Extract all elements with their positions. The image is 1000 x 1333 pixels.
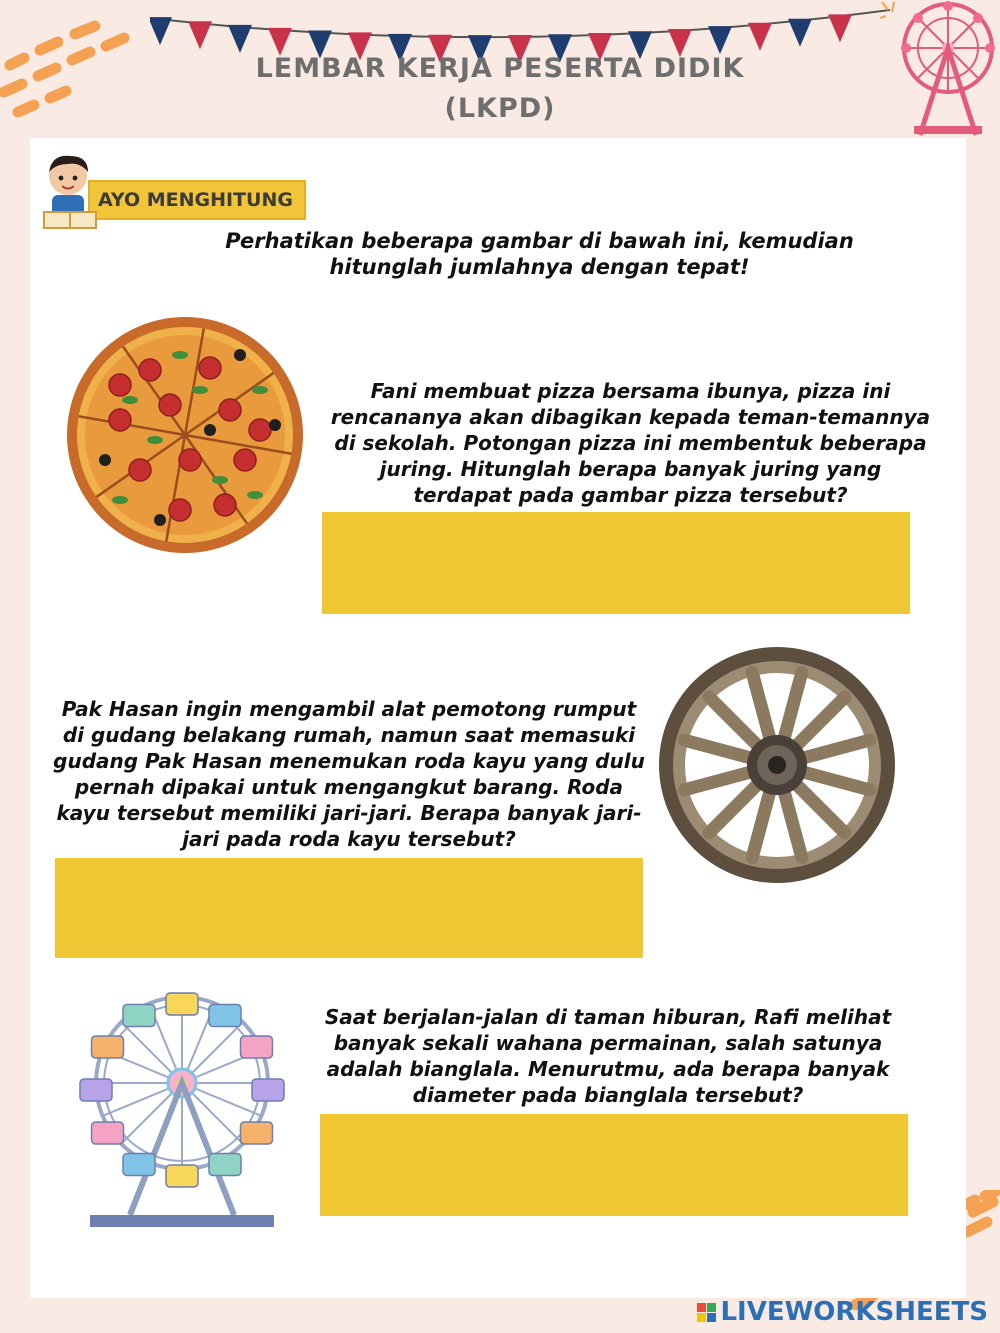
ferris-cabin [123,1005,155,1027]
question-3-answer-input[interactable] [320,1114,908,1216]
page-title-line1: LEMBAR KERJA PESERTA DIDIK [255,53,745,84]
pepperoni [109,374,131,396]
pepperoni [179,449,201,471]
olive [234,349,246,361]
pepperoni [234,449,256,471]
ferris-cabin [240,1036,272,1058]
pepperoni [159,394,181,416]
bunting-flag [188,21,212,49]
basil-leaf [122,396,138,404]
bunting-flag [150,17,172,45]
basil-leaf [147,436,163,444]
pepperoni [199,357,221,379]
pepperoni [139,359,161,381]
wooden-wheel-image [652,640,902,890]
ferris-cabin [80,1079,112,1101]
basil-leaf [247,491,263,499]
liveworksheets-logo-mark-icon [697,1303,716,1322]
pepperoni [249,419,271,441]
pizza-image [60,310,310,560]
ferris-wheel-image [62,985,302,1235]
instruction-text: Perhatikan beberapa gambar di bawah ini, kemudian hitunglah jumlahnya dengan tepat! [225,229,854,279]
bunting-flag [748,23,772,51]
ferris-cabin [209,1005,241,1027]
ferris-cabin [166,993,198,1015]
olive [99,454,111,466]
page-title-line2: (LKPD) [444,93,556,124]
question-3-text: Saat berjalan-jalan di taman hiburan, Rafi melihat banyak sekali wahana permainan, salah satunya adalah bianglala. Menurutmu, ada berapa banyak diameter pada bianglala tersebut? [324,1005,892,1107]
ferris-cabin [92,1036,124,1058]
pepperoni [219,399,241,421]
basil-leaf [112,496,128,504]
question-1-answer-input[interactable] [322,512,910,614]
basil-leaf [252,386,268,394]
student-reading-icon [40,154,102,234]
ferris-cabin [209,1153,241,1175]
olive [269,419,281,431]
pepperoni [129,459,151,481]
basil-leaf [192,386,208,394]
ferris-cabin [123,1153,155,1175]
ferris-cabin [92,1122,124,1144]
ferris-cabin [252,1079,284,1101]
ferris-cabin [240,1122,272,1144]
section-label [88,180,306,220]
question-2-answer-input[interactable] [55,858,643,958]
ferris-cabin [166,1165,198,1187]
liveworksheets-logo-text: LIVEWORKSHEETS [720,1297,988,1327]
basil-leaf [172,351,188,359]
question-1-text: Fani membuat pizza bersama ibunya, pizza ini rencananya akan dibagikan kepada teman-temannya di sekolah. Potongan pizza ini membentuk beberapa juring. Hitunglah berapa banyak juring yang terdapat pada gambar pizza tersebut? [330,379,931,507]
liveworksheets-logo [697,1297,988,1327]
pepperoni [109,409,131,431]
pepperoni [214,494,236,516]
olive [154,514,166,526]
bunting-flag [228,25,252,53]
olive [204,424,216,436]
bunting-flag [828,14,852,42]
pepperoni [169,499,191,521]
section-label-text: AYO MENGHITUNG [98,189,293,211]
question-2-text: Pak Hasan ingin mengambil alat pemotong rumput di gudang belakang rumah, namun saat memasuki gudang Pak Hasan menemukan roda kayu yang dulu pernah dipakai untuk mengangkut barang. Roda kayu tersebut memiliki jari-jari. Berapa banyak jari-jari pada roda kayu tersebut? [53,697,645,851]
bunting-flag [788,19,812,47]
basil-leaf [212,476,228,484]
